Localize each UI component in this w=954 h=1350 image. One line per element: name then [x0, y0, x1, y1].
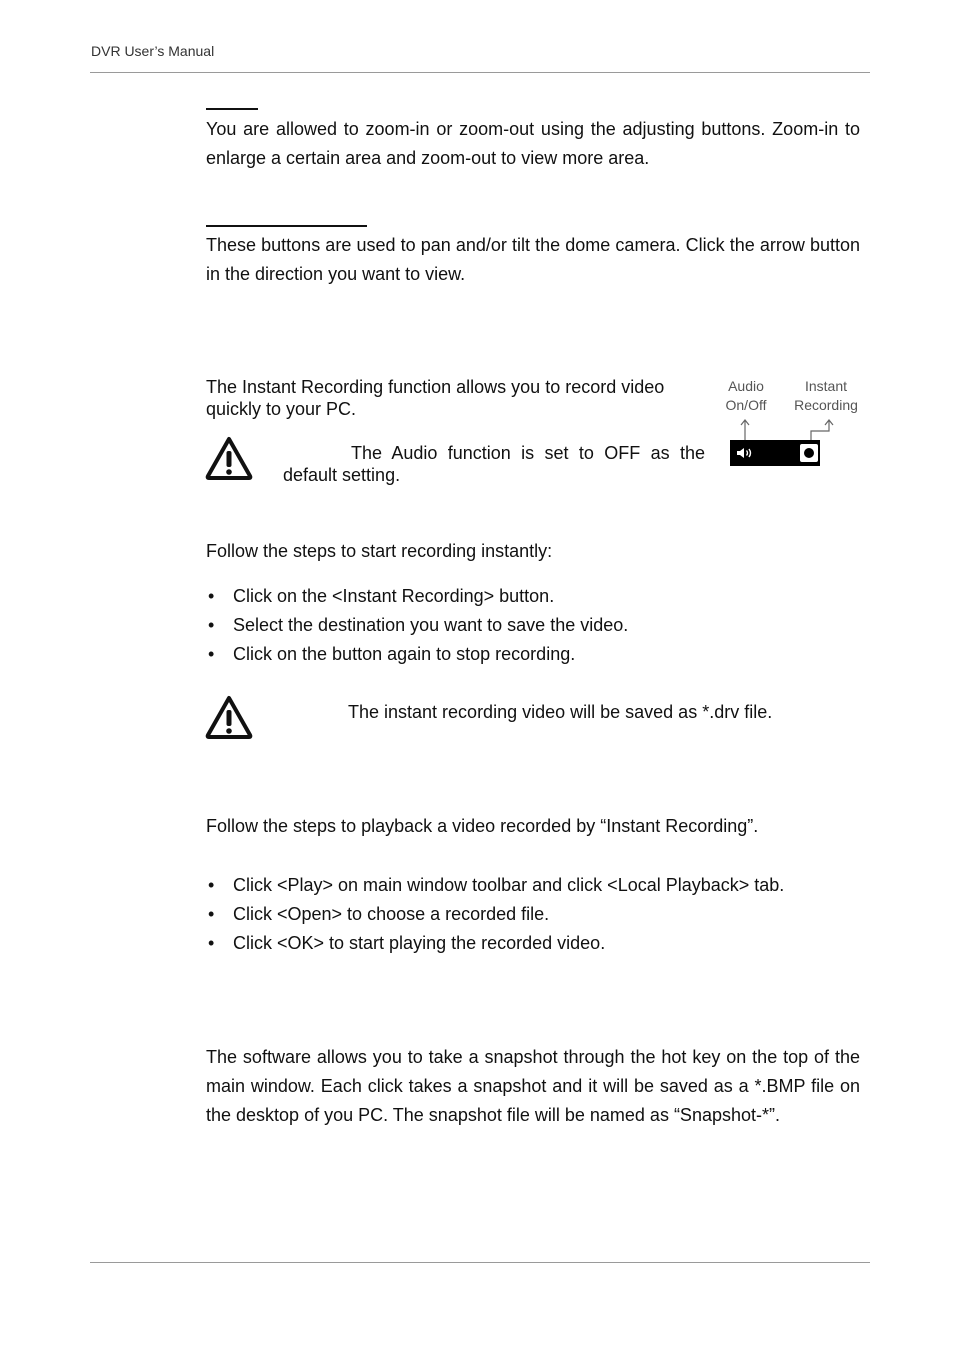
- recording-steps-intro: Follow the steps to start recording instantly:: [206, 541, 553, 561]
- list-item: [206, 871, 860, 900]
- list-item: [206, 640, 860, 669]
- list-item-text: Click on the button again to stop recording.: [233, 644, 576, 664]
- pan-tilt-heading-underline: [206, 225, 367, 227]
- speaker-icon[interactable]: [735, 446, 755, 460]
- playback-steps-list: [206, 871, 860, 958]
- instant-recording-intro: The Instant Recording function allows you to record video quickly to your PC.: [206, 377, 665, 419]
- pan-tilt-paragraph: These buttons are used to pan and/or tilt the dome camera. Click the arrow button in the direction you want to view.: [206, 235, 860, 284]
- footer-rule: [90, 1262, 870, 1263]
- list-item: [206, 611, 860, 640]
- list-item-text: Click <Open> to choose a recorded file.: [233, 904, 550, 924]
- audio-default-note-line2: default setting.: [283, 465, 401, 485]
- recording-steps-list: [206, 582, 860, 669]
- audio-default-note-line1: [283, 442, 705, 464]
- playback-intro: Follow the steps to playback a video recorded by “Instant Recording”.: [206, 816, 759, 836]
- record-dot-icon[interactable]: [800, 444, 818, 462]
- bullet-glyph: •: [208, 615, 215, 635]
- warning-triangle-icon: [205, 435, 253, 481]
- list-item-text: Click on the <Instant Recording> button.: [233, 586, 555, 606]
- zoom-paragraph: You are allowed to zoom-in or zoom-out using the adjusting buttons. Zoom-in to enlarge a certain area and zoom-out to view more area.: [206, 119, 860, 168]
- audio-label-line2: On/Off: [725, 397, 767, 413]
- bullet-glyph: •: [208, 875, 215, 895]
- list-item-text: Click <Play> on main window toolbar and click <Local Playback> tab.: [233, 875, 785, 895]
- panel-pointer-arrows: [725, 415, 865, 443]
- rec-label-line1: Instant: [804, 378, 848, 394]
- list-item-text: Select the destination you want to save the video.: [233, 615, 629, 635]
- zoom-heading-underline: [206, 108, 258, 110]
- bullet-glyph: •: [208, 933, 215, 953]
- instant-recording-label: [786, 377, 866, 415]
- audio-default-note: [283, 442, 705, 486]
- snapshot-paragraph: The software allows you to take a snapshot through the hot key on the top of the main window. Each click takes a snapshot and it will be saved as a *.BMP file on the desktop of you PC. The snapshot file will be named as “Snapshot-*”.: [206, 1047, 860, 1125]
- list-item-text: Click <OK> to start playing the recorded video.: [233, 933, 606, 953]
- list-item: [206, 929, 860, 958]
- list-item: [206, 582, 860, 611]
- note-line1-text: The Audio function is set to OFF as the: [351, 443, 705, 463]
- record-dot: [804, 448, 814, 458]
- warning-triangle-icon: [205, 694, 253, 740]
- save-format-note: The instant recording video will be saved as *.drv file.: [348, 702, 773, 722]
- bullet-glyph: •: [208, 904, 215, 924]
- bullet-glyph: •: [208, 644, 215, 664]
- audio-on-off-label: [716, 377, 776, 415]
- audio-label-line1: Audio: [728, 378, 764, 394]
- header-title: DVR User’s Manual: [91, 43, 215, 59]
- list-item: [206, 900, 860, 929]
- bullet-glyph: •: [208, 586, 215, 606]
- header-rule: [90, 72, 870, 73]
- rec-label-line2: Recording: [794, 397, 858, 413]
